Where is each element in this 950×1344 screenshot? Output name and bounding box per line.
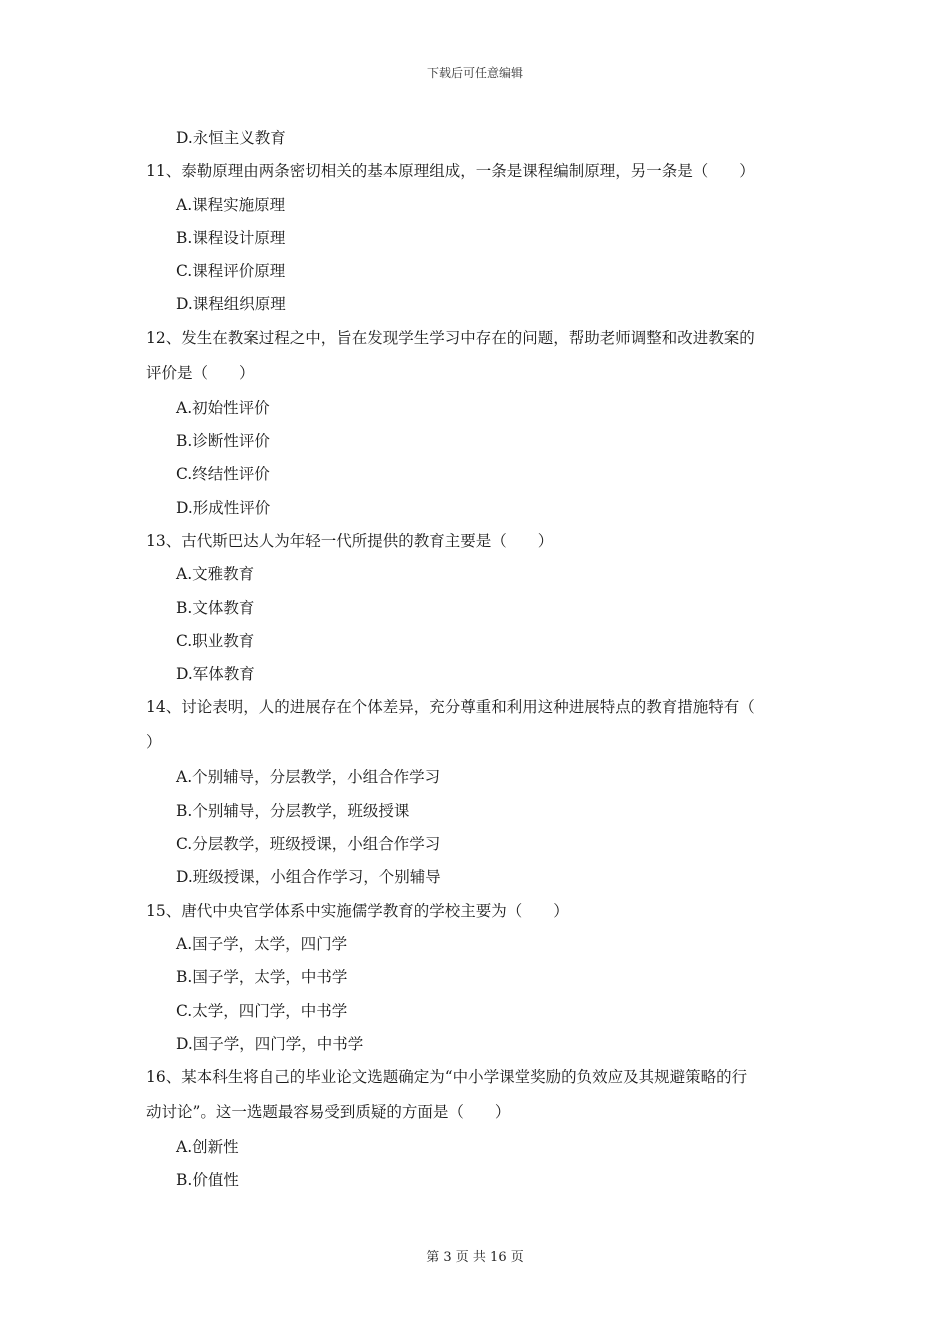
- option-line: D.国子学，四门学，中书学: [176, 1034, 364, 1053]
- question-line-continued: 动讨论”。这一选题最容易受到质疑的方面是（ ）: [146, 1103, 511, 1122]
- question-line: 14、讨论表明，人的进展存在个体差异，充分尊重和利用这种进展特点的教育措施特有（: [146, 698, 755, 717]
- option-line: C.职业教育: [176, 631, 255, 650]
- option-line: B.价值性: [176, 1171, 239, 1190]
- option-line: D.班级授课，小组合作学习，个别辅导: [176, 868, 441, 887]
- option-line: A.个别辅导，分层教学，小组合作学习: [176, 768, 441, 787]
- option-line: A.初始性评价: [176, 398, 270, 417]
- option-line: A.课程实施原理: [176, 195, 286, 214]
- question-line: 15、唐代中央官学体系中实施儒学教育的学校主要为（ ）: [146, 901, 569, 920]
- option-line: D.永恒主义教育: [176, 129, 286, 147]
- option-line: A.国子学，太学，四门学: [176, 934, 348, 953]
- question-line-continued: 评价是（ ）: [146, 363, 255, 382]
- page-header: 下载后可任意编辑: [426, 66, 523, 80]
- option-line: D.形成性评价: [176, 498, 271, 517]
- option-line: A.文雅教育: [176, 565, 255, 584]
- option-line: B.诊断性评价: [176, 432, 270, 451]
- option-line: C.课程评价原理: [176, 262, 286, 281]
- option-line: B.文体教育: [176, 598, 255, 617]
- option-line: B.课程设计原理: [176, 228, 286, 247]
- question-line: 12、发生在教案过程之中，旨在发现学生学习中存在的问题，帮助老师调整和改进教案的: [146, 328, 755, 347]
- option-line: D.课程组织原理: [176, 295, 286, 314]
- question-line: 11、泰勒原理由两条密切相关的基本原理组成，一条是课程编制原理，另一条是（ ）: [146, 162, 755, 181]
- question-line: 13、古代斯巴达人为年轻一代所提供的教育主要是（ ）: [146, 531, 554, 550]
- option-line: B.国子学，太学，中书学: [176, 968, 348, 987]
- option-line: C.太学，四门学，中书学: [176, 1001, 348, 1020]
- option-line: C.终结性评价: [176, 465, 270, 484]
- option-line: D.军体教育: [176, 665, 255, 684]
- option-line: B.个别辅导，分层教学，班级授课: [176, 801, 410, 820]
- question-line: 16、某本科生将自己的毕业论文选题确定为“中小学课堂奖励的负效应及其规避策略的行: [146, 1068, 748, 1087]
- question-list: [146, 124, 810, 1200]
- option-line: A.创新性: [176, 1138, 239, 1157]
- page-footer: 第 3 页 共 16 页: [426, 1250, 524, 1265]
- option-line: C.分层教学，班级授课，小组合作学习: [176, 835, 441, 854]
- question-line-continued: ）: [146, 733, 162, 752]
